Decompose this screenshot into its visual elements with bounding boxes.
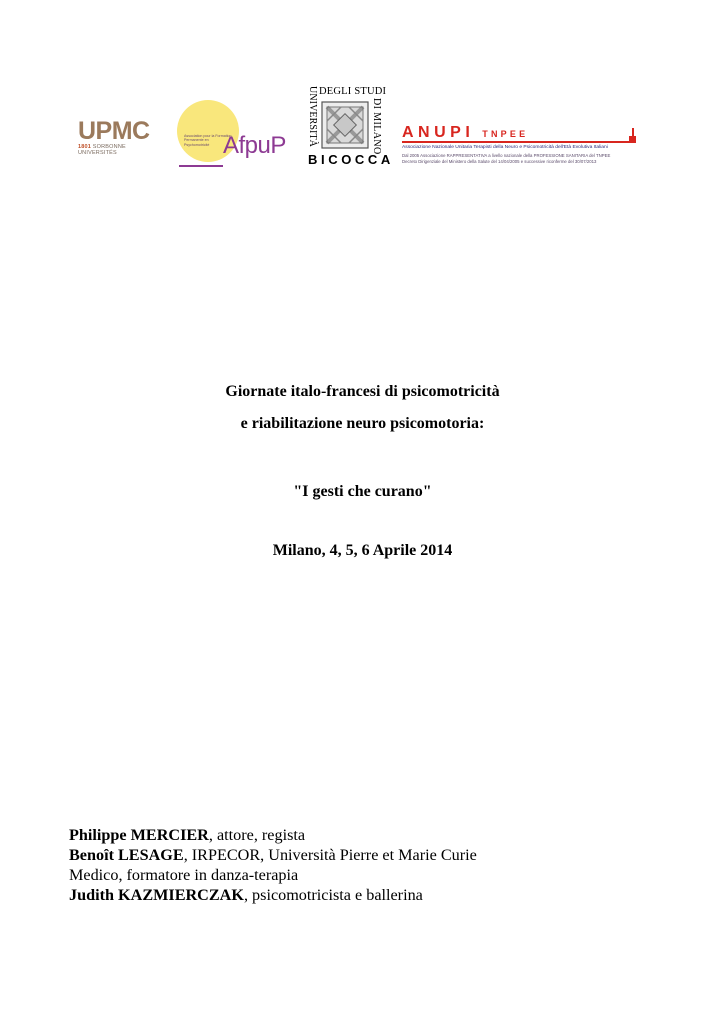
title-line-1: Giornate italo-francesi di psicomotricità <box>225 383 500 400</box>
author-row <box>69 885 477 905</box>
anupi-logo-suffix: TNPEE <box>482 129 529 139</box>
author-role: , attore, regista <box>208 826 306 844</box>
anupi-rule <box>402 141 636 143</box>
event-date: Milano, 4, 5, 6 Aprile 2014 <box>272 542 453 559</box>
upmc-logo-subtitle: 1801 SORBONNE UNIVERSITÉS <box>78 144 126 156</box>
author-name: Benoît LESAGE <box>69 846 184 864</box>
anupi-line-2: Dal 2005 Associazione RAPPRESENTATIVA a livello nazionale della PROFESSIONE SANITARIA del TNPEE <box>402 153 611 158</box>
afpup-logo <box>175 98 295 170</box>
author-name: Judith KAZMIERCZAK <box>69 886 244 904</box>
anupi-square-mark <box>629 136 636 143</box>
anupi-logo <box>402 124 642 170</box>
bicocca-bottom-text: BICOCCA <box>308 152 394 167</box>
anupi-line-1: Associazione Nazionale Unitaria Terapisti della Neuro e Psicomotricità dell'Età Evolutiva Italiani <box>402 145 608 150</box>
afpup-tagline: Association pour la Formation Permanente en Psychomotricité <box>184 134 232 147</box>
author-list <box>69 825 477 905</box>
title-motto: "I gesti che curano" <box>293 483 432 500</box>
author-row <box>69 845 477 865</box>
author-role: , IRPECOR, Università Pierre et Marie Curie <box>183 846 477 864</box>
bicocca-logo <box>306 86 394 168</box>
afpup-logo-name: AfpuP <box>223 132 286 159</box>
bicocca-left-text: UNIVERSITÀ <box>307 86 318 147</box>
anupi-line-3: Decreto Dirigenziale del Ministero della Salute del 14/04/2005 e successive riconferme del 30/07/2013 <box>402 159 597 164</box>
author-name: Philippe MERCIER <box>69 826 209 844</box>
upmc-logo-name: UPMC <box>78 117 150 145</box>
bicocca-emblem-icon <box>321 101 369 149</box>
afpup-underline <box>179 165 223 167</box>
author-row <box>69 825 477 845</box>
author-row <box>69 865 477 885</box>
anupi-brand <box>402 124 528 140</box>
anupi-logo-name: ANUPI <box>402 124 475 141</box>
bicocca-top-text: DEGLI STUDI <box>319 86 387 97</box>
upmc-logo <box>78 118 158 154</box>
bicocca-right-text: DI MILANO <box>371 98 382 155</box>
author-role: Medico, formatore in danza-terapia <box>69 866 299 884</box>
title-line-2: e riabilitazione neuro psicomotoria: <box>240 415 485 432</box>
author-role: , psicomotricista e ballerina <box>243 886 423 904</box>
